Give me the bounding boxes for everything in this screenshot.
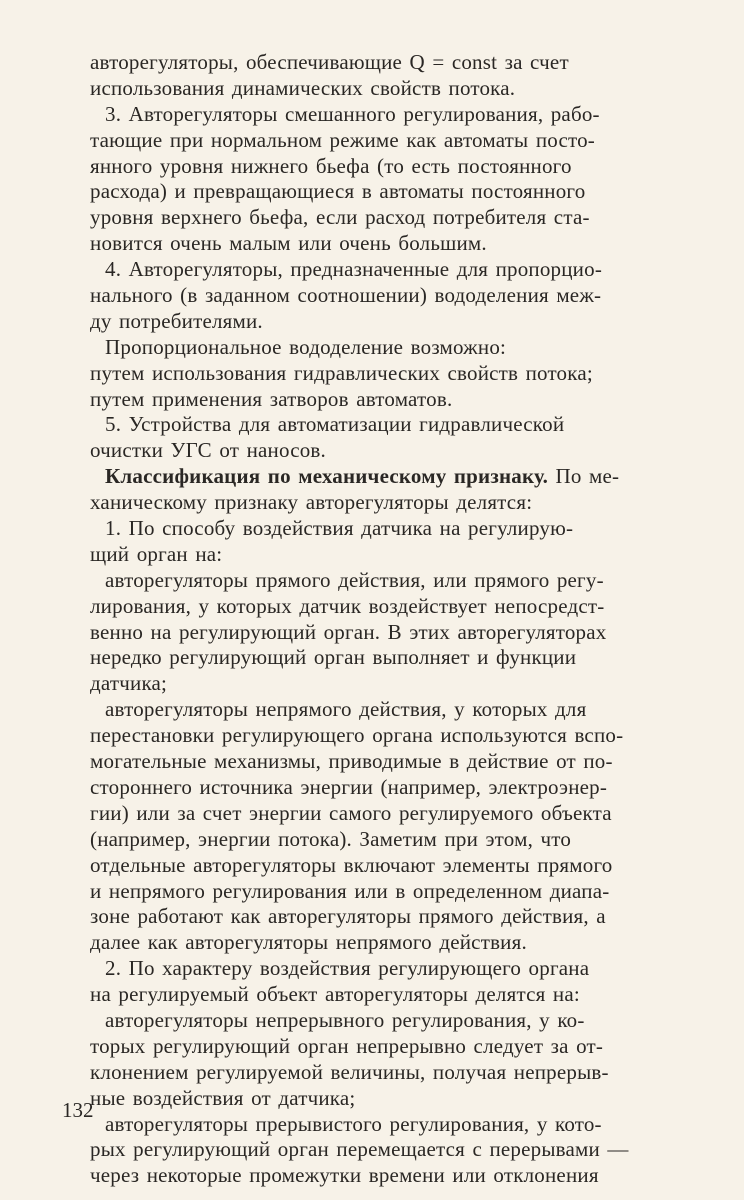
text-line: тающие при нормальном режиме как автоматы посто-	[90, 127, 595, 152]
text-line: Пропорциональное вододеление возможно:	[105, 334, 507, 359]
text-line: уровня верхнего бьефа, если расход потребителя ста-	[90, 205, 590, 230]
text-line: рых регулирующий орган перемещается с перерывами —	[90, 1137, 629, 1162]
text-line: 3. Авторегуляторы смешанного регулирования, рабо-	[105, 101, 600, 126]
text-line: ные воздействия от датчика;	[90, 1085, 356, 1110]
text-line: 5. Устройства для автоматизации гидравлической	[105, 412, 565, 437]
text-line: путем применения затворов автоматов.	[90, 386, 453, 411]
text-line: нередко регулирующий орган выполняет и функции	[90, 645, 577, 670]
text-line: и непрямого регулирования или в определенном диапа-	[90, 878, 610, 903]
text-line: путем использования гидравлических свойств потока;	[90, 360, 593, 385]
text-line: авторегуляторы, обеспечивающие Q = const за счет	[90, 50, 569, 74]
text-line: 4. Авторегуляторы, предназначенные для пропорцио-	[105, 257, 603, 282]
text-line: авторегуляторы непрерывного регулирования, у ко-	[105, 1007, 585, 1032]
text-line: клонением регулируемой величины, получая непрерыв-	[90, 1059, 609, 1084]
section-heading-line	[90, 464, 690, 490]
text-line: далее как авторегуляторы непрямого действия.	[90, 930, 527, 955]
text-line: использования динамических свойств потока.	[90, 75, 516, 100]
text-run: По ме-	[548, 464, 620, 489]
section-heading: Классификация по механическому признаку.	[105, 464, 549, 489]
text-line: перестановки регулирующего органа используются вспо-	[90, 723, 624, 748]
text-line: стороннего источника энергии (например, электроэнер-	[90, 774, 608, 799]
text-line: датчика;	[90, 671, 168, 696]
text-line: на регулируемый объект авторегуляторы делятся на:	[90, 982, 580, 1007]
text-line: венно на регулирующий орган. В этих авторегуляторах	[90, 619, 607, 644]
text-line: зоне работают как авторегуляторы прямого действия, а	[90, 904, 606, 929]
text-line: (например, энергии потока). Заметим при этом, что	[90, 826, 572, 851]
text-line: авторегуляторы прямого действия, или прямого регу-	[105, 567, 604, 592]
text-line: янного уровня нижнего бьефа (то есть постоянного	[90, 153, 572, 178]
text-line: лирования, у которых датчик воздействует непосредст-	[90, 593, 605, 618]
text-line: щий орган на:	[90, 541, 223, 566]
text-line: ду потребителями.	[90, 308, 263, 333]
text-line: через некоторые промежутки времени или отклонения	[90, 1163, 599, 1188]
body-text	[90, 50, 690, 1189]
text-line: могательные механизмы, приводимые в действие от по-	[90, 749, 613, 774]
page-number: 132	[62, 1098, 94, 1122]
text-line: торых регулирующий орган непрерывно следует за от-	[90, 1033, 604, 1058]
text-line: авторегуляторы непрямого действия, у которых для	[105, 697, 587, 722]
text-line: нального (в заданном соотношении) вододеления меж-	[90, 283, 602, 308]
text-line: гии) или за счет энергии самого регулируемого объекта	[90, 800, 612, 825]
text-line: расхода) и превращающиеся в автоматы постоянного	[90, 179, 586, 204]
text-line: 2. По характеру воздействия регулирующего органа	[105, 956, 590, 981]
text-line: очистки УГС от наносов.	[90, 438, 326, 463]
text-line: новится очень малым или очень большим.	[90, 231, 487, 256]
text-line: отдельные авторегуляторы включают элементы прямого	[90, 852, 613, 877]
text-line: авторегуляторы прерывистого регулирования, у кото-	[105, 1111, 602, 1136]
text-line: ханическому признаку авторегуляторы делятся:	[90, 490, 533, 515]
text-line: 1. По способу воздействия датчика на регулирую-	[105, 516, 574, 541]
